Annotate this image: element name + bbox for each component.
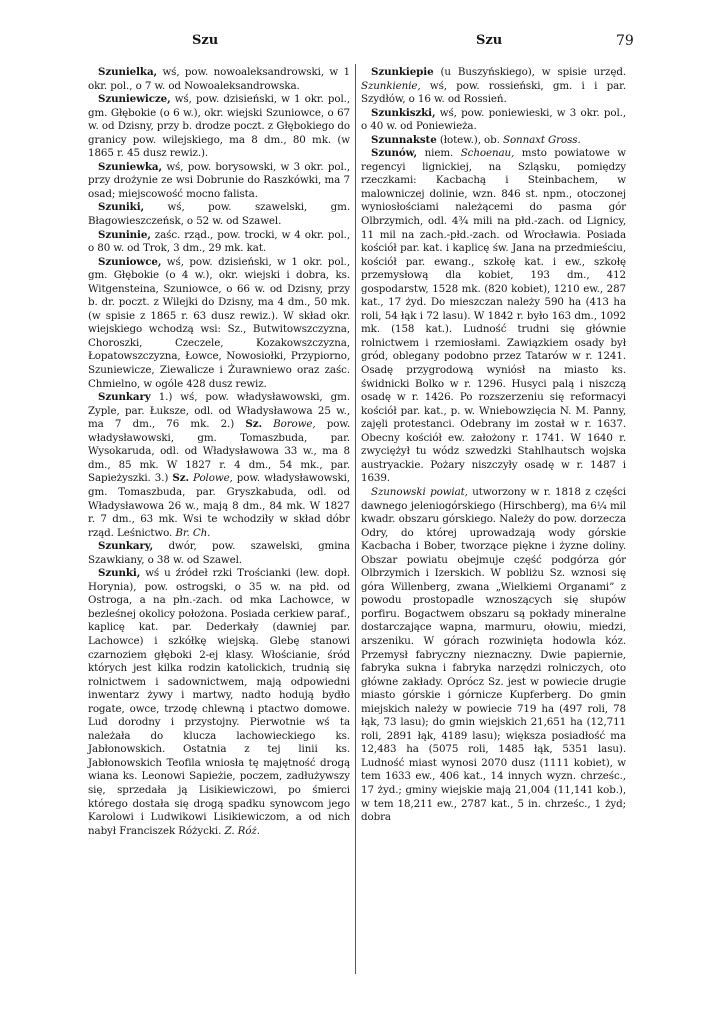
entry-text: wś, pow. szawelski, gm. Błagowieszczeńsk, o 52 w. od Szawel. [88,201,350,228]
entry-headword: Szunkiszki, [371,106,436,119]
entry-text: dwór, pow. szawelski, gmina Szawkiany, o 38 w. od Szawel. [88,540,350,566]
dictionary-entry [361,107,626,134]
dictionary-entry [361,147,626,486]
entry-text: wś, pow. rossieński, gm. i i par. Szydłów, o 16 w. od Rossień. [361,79,626,106]
dictionary-entry [88,567,350,838]
entry-italic: Borowe, [261,418,316,431]
dictionary-entry [88,161,350,202]
entry-headword: Szunielka, [98,66,158,78]
entry-text: wś, pow. dzisieński, w 1 okr. pol., gm. Głębokie (o 4 w.), okr. wiejski i dobra, ks. Witgensteina, Szuniowce, o 66 w. od Dzisny, przy b. dr. poczt. z Wilejki do Dzisny, ma 4 dm., 50 mk. (w spisie z 1865 r. 63 dusz rewiz.). W skład okr. wiejskiego wchodzą wsi: Sz., Butwitowszczyzna, Choroszki, Czeczele, Kozakowszczyzna, Łopatowszczyzna, Łowce, Nowosiołki, Przypiorno, Szuniewicze, Ziewalicze i Żurawniewo oraz zaśc. Chmielno, w ogóle 428 dusz rewiz. [88,255,350,390]
entry-headword: Szunki, [98,567,141,580]
entry-signature: Z. Róż. [221,824,260,837]
entry-text: pow. władysławowski, gm. Tomaszbuda, par. Wysokaruda, odl. od Władysławowa 33 w., ma 8 dm., 85 mk. W 1827 r. 4 dm., 54 mk., par. Sapieżyszki. 3.) [88,418,350,485]
column-divider [355,64,356,974]
dictionary-entry [88,391,350,540]
entry-signature: Br. Ch. [172,526,211,539]
dictionary-entry [361,66,626,107]
entry-text: utworzony w r. 1818 z części dawnego jeleniogórskiego (Hirschberg), ma 6¼ mil kwadr. obszaru górskiego. Należy do pow. dorzecza Odry, do której uprowadzają wody górskie Kacbacha i Bober, tworzące piękne i żyzne doliny. Obszar powiatu obejmuje część podgórza gór Olbrzymich i Izerskich. W pobliżu Sz. wznosi się góra Willenberg, zwana „Wielkiemi Organami” z powodu prostopadle wznoszących się słupów porfiru. Bogactwem obszaru są pokłady mineralne dostarczające wapna, marmuru, ołowiu, miedzi, arszeniku. W górach rozwinięta hodowla kóz. Przemysł fabryczny nieznaczny. Dwie papiernie, fabryka sukna i fabryka narzędzi rolniczych, oto główne zakłady. Oprócz Sz. jest w powiecie drugie miasto górskie i górnicze Kupferberg. Do gmin miejskich należy w powiecie 719 ha (497 roli, 78 łąk, 73 lasu); do gmin wiejskich 21,651 ha (12,711 roli, 2891 łąk, 4189 lasu); większa posiadłość ma 12,483 ha (5075 roli, 1485 łąk, 5351 lasu). Ludność miast wynosi 2070 dusz (1111 kobiet), w tem 1633 ew., 406 kat., 14 innych wyzn. chrześc., 17 żyd.; gminy wiejskie mają 21,004 (11,141 kob.), w tem 18,211 ew., 2787 kat., 5 in. chrześc., 1 żyd; dobra [361,485,626,824]
entry-text: wś, pow. poniewieski, w 3 okr. pol., o 40 w. od Poniewieża. [361,106,626,133]
entry-headword: Szunkary [98,391,151,404]
dictionary-entry [88,201,350,228]
dictionary-entry [88,229,350,256]
entry-headword: Szunkiepie [371,66,434,78]
entry-headword: Szunkary, [98,540,154,553]
entry-text: niem. [417,147,454,160]
dictionary-entry [361,134,626,148]
dictionary-entry [88,540,350,567]
left-column [88,66,350,838]
entry-subheadword: Sz. [172,472,189,485]
dictionary-entry [88,93,350,161]
entry-text: wś, pow. dzisieński, w 1 okr. pol., gm. Głębokie (o 6 w.), okr. wiejski Szuniowce, o 67 w. od Dzisny, przy b. drodze poczt. z Głębokiego do granicy pow. wilejskiego, ma 8 dm., 80 mk. (w 1865 r. 45 dusz rewiz.). [88,93,350,160]
dictionary-entry [88,66,350,93]
page-number: 79 [616,33,634,49]
dictionary-entry [88,256,350,391]
entry-italic: Sonnaxt Gross. [499,133,581,146]
entry-text: wś, pow. borysowski, w 3 okr. pol., przy drożynie ze wsi Dobrunie do Raszkówki, ma 7 osad; miejscowość mocno falista. [88,160,350,200]
header-left: Szu [192,33,219,48]
entry-text: 1.) wś, pow. władysławowski, gm. Zyple, par. Łuksze, odl. od Władysławowa 25 w., ma 7 dm., 76 mk. 2.) [88,391,350,431]
right-column [361,66,626,825]
entry-subheadword: Sz. [245,418,262,431]
entry-text: msto powiatowe w regencyi lignickiej, na Szląsku, pomiędzy rzeczkami: Kacbachą i Steinbachem, w malowniczej dolinie, wzn. 846 st. npm., otoczonej wyniosłościami należącemi do pasma gór Olbrzymich, odl. 4¾ mili na płd.-zach. od Lignicy, 11 mil na zach.-płd.-zach. od Wrocławia. Posiada kościół par. kat. i kaplicę św. Jana na przedmieściu, kościół par. ewang., szkołę kat. i ew., szkołę przemysłową dla kobiet, 193 dm., 412 gospodarstw, 1528 mk. (820 kobiet), 1210 ew., 287 kat., 17 żyd. Do mieszczan należy 590 ha (413 ha roli, 54 łąk i 72 lasu). W 1842 r. było 163 dm., 1092 mk. (158 kat.). Ludność trudni się głównie rolnictwem i rzemiosłami. Zawiązkiem osady był gród, oblegany podobno przez Tatarów w r. 1241. Osadę przygrodową wyniósł na miasto ks. świdnicki Bolko w r. 1296. Husyci palą i niszczą osadę w r. 1426. Po rozszerzeniu się reformacyi kościół par. kat., p. w. Wniebowzięcia N. M. Panny, zajęli protestanci. Odebrany im został w r. 1637. Obecny kościół ew. założony r. 1741. W 1640 r. zwyciężył tu wódz szwedzki Stahlhautsch wojska austryackie. Pożary niszczyły osadę w r. 1487 i 1639. [361,147,626,485]
entry-headword: Szuniowce, [98,255,162,268]
entry-lead-italic: Szunowski powiat, [371,485,468,498]
entry-text: wś u źródeł rzki Trościanki (lew. dopł. Horynia), pow. ostrogski, o 35 w. na płd. od Ostroga, a na płn.-zach. od mka Lachowce, w bezleśnej okolicy położona. Posiada cerkiew paraf., kaplicę kat. par. Dederkały (dawniej par. Lachowce) i szkółkę wiejską. Glebę stanowi czarnoziem głęboki 2-ej klasy. Włościanie, śród których jest kilka rodzin katolickich, trudnią się rolnictwem i sadownictwem, mają odpowiedni inwentarz żywy i martwy, nadto hodują bydło rogate, owce, trzodę chlewną i ptactwo domowe. Lud dorodny i przystojny. Pierwotnie wś ta należała do klucza lachowieckiego ks. Jabłonowskich. Ostatnia z tej linii ks. Jabłonowskich Teofila wniosła tę majętność drogą wiana ks. Leonowi Sapieżie, poczem, zadłużywszy się, sprzedała ją Lisikiewiczowi, po śmierci którego dostała się drogą spadku synowcom jego Karolowi i Ludwikowi Lisikiewiczom, a od nich nabył Franciszek Różycki. [88,567,350,837]
entry-text: zaśc. rząd., pow. trocki, w 4 okr. pol., o 80 w. od Trok, 3 dm., 29 mk. kat. [88,228,350,255]
entry-headword: Szuniewicze, [98,93,171,106]
entry-italic: Szunkienie, [361,79,421,92]
entry-italic: Schoenau, [453,147,515,160]
header-center: Szu [476,33,503,48]
entry-text: (łotew.), ob. [436,133,500,146]
entry-text: wś, pow. nowoaleksandrowski, w 1 okr. pol., o 7 w. od Nowoaleksandrowska. [88,66,350,92]
entry-headword: Szuniki, [98,201,144,214]
entry-italic: Polowe, [188,472,233,485]
entry-text: pow. władysławowski, gm. Tomaszbuda, par. Gryszkabuda, odl. od Władysławowa 26 w., mają 8 dm., 84 mk. W 1827 r. 7 dm., 63 mk. Wsi te wchodziły w skład dóbr rząd. Leśnictwo. [88,472,350,539]
dictionary-entry [361,486,626,825]
entry-headword: Szunnakste [371,133,437,146]
entry-headword: Szuninie, [98,228,151,241]
entry-text: (u Buszyńskiego), w spisie urzęd. [433,66,626,78]
entry-headword: Szuniewka, [98,160,162,173]
running-header [0,33,720,53]
entry-headword: Szunów, [371,147,418,160]
